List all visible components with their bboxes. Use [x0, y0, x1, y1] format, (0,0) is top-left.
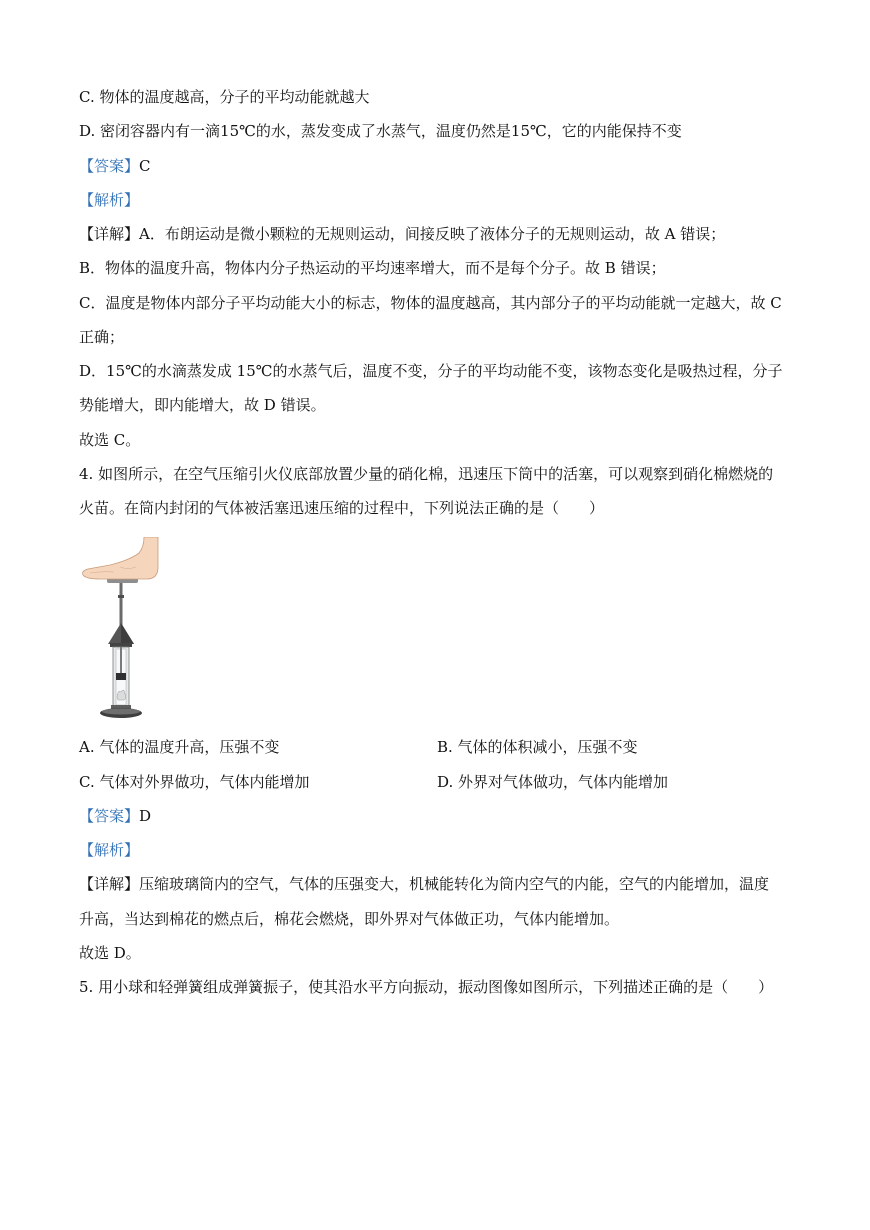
exam-page [79, 80, 819, 1004]
q4-stem-line: 4. 如图所示，在空气压缩引火仪底部放置少量的硝化棉，迅速压下筒中的活塞，可以观察到硝化棉燃烧的 [79, 464, 774, 483]
q3-answer [79, 149, 819, 183]
q3-detail-line: B．物体的温度升高，物体内分子热运动的平均速率增大，而不是每个分子。故 B 错误； [79, 259, 666, 278]
answer-value: C [139, 156, 151, 175]
question-4 [79, 457, 819, 970]
q4-analysis-label: 【解析】 [79, 841, 140, 859]
air-compression-igniter-icon [80, 537, 160, 719]
answer-value: D [139, 806, 152, 825]
answer-label: 【答案】 [79, 156, 140, 175]
q3-detail-line: 正确； [79, 327, 125, 346]
question-3 [79, 80, 819, 457]
q3-option-d: D. 密闭容器内有一滴15℃的水，蒸发变成了水蒸气，温度仍然是15℃，它的内能保持不变 [79, 122, 682, 141]
q3-conclusion: 故选 C。 [79, 430, 141, 449]
q5-stem: 5. 用小球和轻弹簧组成弹簧振子，使其沿水平方向振动，振动图像如图所示，下列描述正确的是（ ） [79, 978, 774, 996]
question-5 [79, 970, 819, 1004]
q4-detail-line: 升高，当达到棉花的燃点后，棉花会燃烧，即外界对气体做正功，气体内能增加。 [79, 909, 620, 928]
q3-option-c: C. 物体的温度越高，分子的平均动能就越大 [79, 88, 370, 106]
q4-answer [79, 799, 819, 833]
q4-option-d: D. 外界对气体做功，气体内能增加 [437, 772, 669, 791]
q4-option-b: B. 气体的体积减小，压强不变 [437, 738, 638, 757]
q3-detail-line: C．温度是物体内部分子平均动能大小的标志，物体的温度越高，其内部分子的平均动能就一定越大，故 C [79, 293, 782, 312]
q4-option-a: A. 气体的温度升高，压强不变 [79, 738, 280, 757]
q4-options-row [79, 730, 819, 764]
q3-analysis-label: 【解析】 [79, 190, 140, 209]
q4-detail-line: 【详解】压缩玻璃筒内的空气，气体的压强变大，机械能转化为筒内空气的内能，空气的内能增加，温度 [79, 875, 770, 894]
q4-options-row [79, 765, 819, 799]
q3-detail-line: 势能增大，即内能增大，故 D 错误。 [79, 396, 326, 415]
q4-option-c: C. 气体对外界做功，气体内能增加 [79, 772, 310, 791]
q3-detail-line: D．15℃的水滴蒸发成 15℃的水蒸气后，温度不变，分子的平均动能不变，该物态变化是吸热过程，分子 [79, 362, 783, 380]
q4-conclusion: 故选 D。 [79, 943, 141, 962]
q3-detail-line: 【详解】A．布朗运动是微小颗粒的无规则运动，间接反映了液体分子的无规则运动，故 A 错误； [79, 225, 726, 243]
answer-label: 【答案】 [79, 806, 140, 825]
q4-stem-line: 火苗。在筒内封闭的气体被活塞迅速压缩的过程中，下列说法正确的是（ ） [79, 499, 605, 517]
